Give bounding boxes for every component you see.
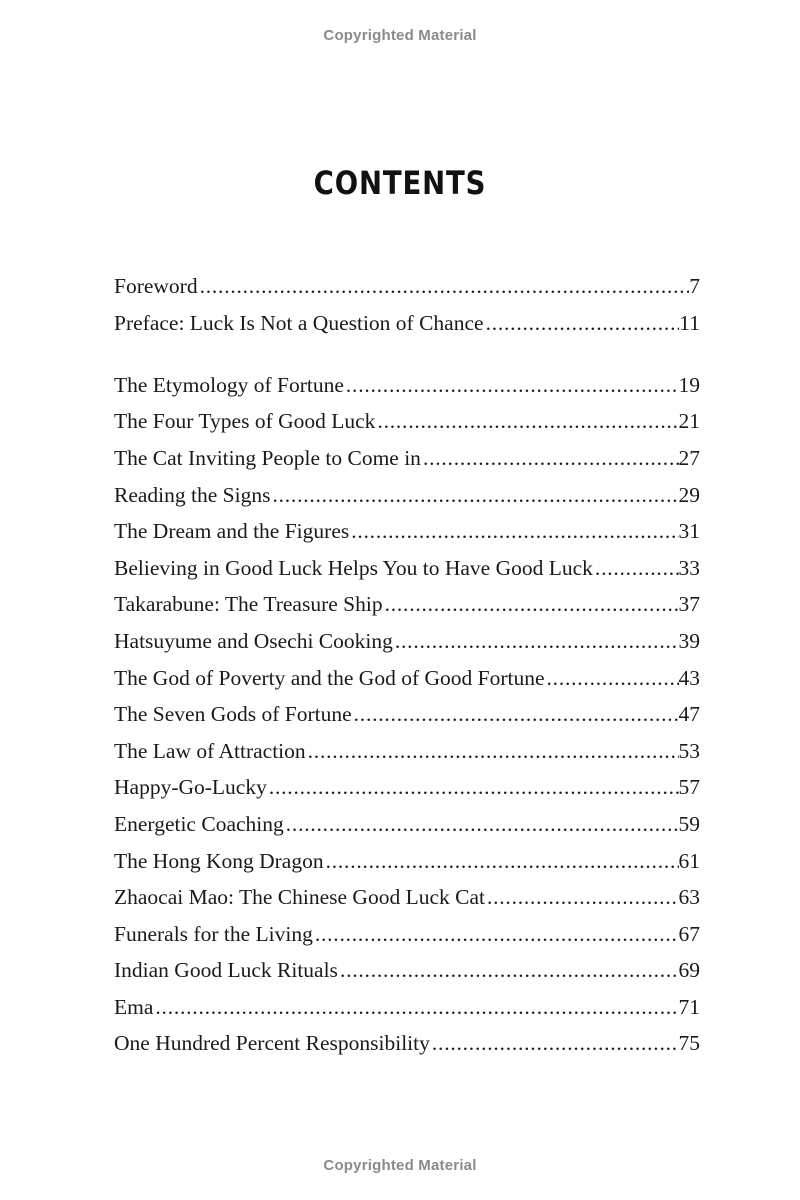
toc-entry [114, 1025, 700, 1062]
toc-entry [114, 879, 700, 916]
contents-heading: CONTENTS [313, 164, 487, 203]
toc-entry [114, 660, 700, 697]
dot-leader [375, 403, 678, 440]
dot-leader [421, 440, 679, 477]
dot-leader [153, 989, 678, 1026]
toc-entry [114, 989, 700, 1026]
toc-entry-title: Happy-Go-Lucky [114, 775, 267, 800]
toc-entry [114, 769, 700, 806]
toc-entry-page-number: 11 [679, 310, 700, 335]
toc-entry [114, 843, 700, 880]
dot-leader [284, 806, 679, 843]
toc-entry-page-number: 39 [678, 628, 700, 653]
toc-entry-page-number: 61 [678, 848, 700, 873]
toc-entry-title: The Etymology of Fortune [114, 372, 344, 397]
toc-entry-page-number: 19 [678, 372, 700, 397]
toc-entry-page-number: 31 [678, 519, 700, 544]
toc-entry [114, 440, 700, 477]
toc-entry-title: The Cat Inviting People to Come in [114, 445, 421, 470]
dot-leader [430, 1025, 679, 1062]
toc-entry [114, 696, 700, 733]
toc-entry-title: Ema [114, 994, 154, 1019]
toc-entry [114, 733, 700, 770]
toc-entry [114, 623, 700, 660]
dot-leader [545, 660, 679, 697]
toc-entry-page-number: 69 [678, 958, 700, 983]
toc-entry-page-number: 27 [678, 445, 700, 470]
toc-entry [114, 586, 700, 623]
toc-entry-page-number: 43 [678, 665, 700, 690]
toc-chapters [114, 367, 700, 1062]
toc-entry-title: Believing in Good Luck Helps You to Have Good Luck [114, 555, 593, 580]
dot-leader [484, 305, 680, 342]
dot-leader [485, 879, 679, 916]
toc-entry-title: The Seven Gods of Fortune [114, 702, 352, 727]
toc-entry-title: Takarabune: The Treasure Ship [114, 592, 383, 617]
dot-leader [270, 477, 678, 514]
copyright-watermark-top: Copyrighted Material [323, 27, 477, 44]
toc-entry-title: The Hong Kong Dragon [114, 848, 324, 873]
toc-entry [114, 806, 700, 843]
toc-entry-page-number: 67 [678, 921, 700, 946]
dot-leader [393, 623, 679, 660]
dot-leader [198, 268, 690, 305]
toc-entry-page-number: 29 [678, 482, 700, 507]
toc-entry [114, 952, 700, 989]
toc-entry-page-number: 63 [678, 885, 700, 910]
toc-entry-title: Hatsuyume and Osechi Cooking [114, 628, 393, 653]
dot-leader [324, 843, 679, 880]
toc-entry-title: The Dream and the Figures [114, 519, 350, 544]
dot-leader [306, 733, 679, 770]
toc-entry-page-number: 59 [678, 811, 700, 836]
toc-entry-title: Preface: Luck Is Not a Question of Chance [114, 310, 484, 335]
toc-entry [114, 916, 700, 953]
toc-entry-page-number: 7 [689, 274, 700, 298]
toc-entry-title: Reading the Signs [114, 482, 271, 507]
copyright-watermark-bottom: Copyrighted Material [323, 1157, 477, 1174]
toc-front-matter [114, 268, 700, 341]
toc-entry [114, 305, 700, 342]
dot-leader [344, 367, 679, 404]
toc-entry-title: Indian Good Luck Rituals [114, 958, 338, 983]
dot-leader [313, 916, 679, 953]
toc-entry-title: Funerals for the Living [114, 921, 313, 946]
toc-entry [114, 477, 700, 514]
toc-entry-title: The God of Poverty and the God of Good Fortune [114, 665, 545, 690]
toc-entry-page-number: 33 [678, 555, 700, 580]
toc-entry-page-number: 37 [678, 592, 700, 617]
toc-entry-page-number: 57 [678, 775, 700, 800]
toc-entry-title: The Four Types of Good Luck [114, 409, 376, 434]
dot-leader [352, 696, 679, 733]
dot-leader [593, 550, 679, 587]
toc-entry-title: One Hundred Percent Responsibility [114, 1031, 430, 1056]
toc-entry-page-number: 71 [678, 994, 700, 1019]
toc-entry [114, 550, 700, 587]
dot-leader [338, 952, 679, 989]
toc-entry-title: Energetic Coaching [114, 811, 284, 836]
toc-entry-title: Foreword [114, 274, 198, 298]
toc-entry-page-number: 21 [678, 409, 700, 434]
toc-entry [114, 367, 700, 404]
toc-entry-title: The Law of Attraction [114, 738, 306, 763]
toc-entry [114, 513, 700, 550]
dot-leader [383, 586, 679, 623]
toc-entry-page-number: 75 [678, 1031, 700, 1056]
toc-entry-title: Zhaocai Mao: The Chinese Good Luck Cat [114, 885, 485, 910]
toc-entry [114, 268, 700, 305]
dot-leader [267, 769, 679, 806]
toc-entry-page-number: 53 [678, 738, 700, 763]
toc-entry [114, 403, 700, 440]
toc-entry-page-number: 47 [678, 702, 700, 727]
dot-leader [349, 513, 678, 550]
table-of-contents [114, 268, 700, 1062]
